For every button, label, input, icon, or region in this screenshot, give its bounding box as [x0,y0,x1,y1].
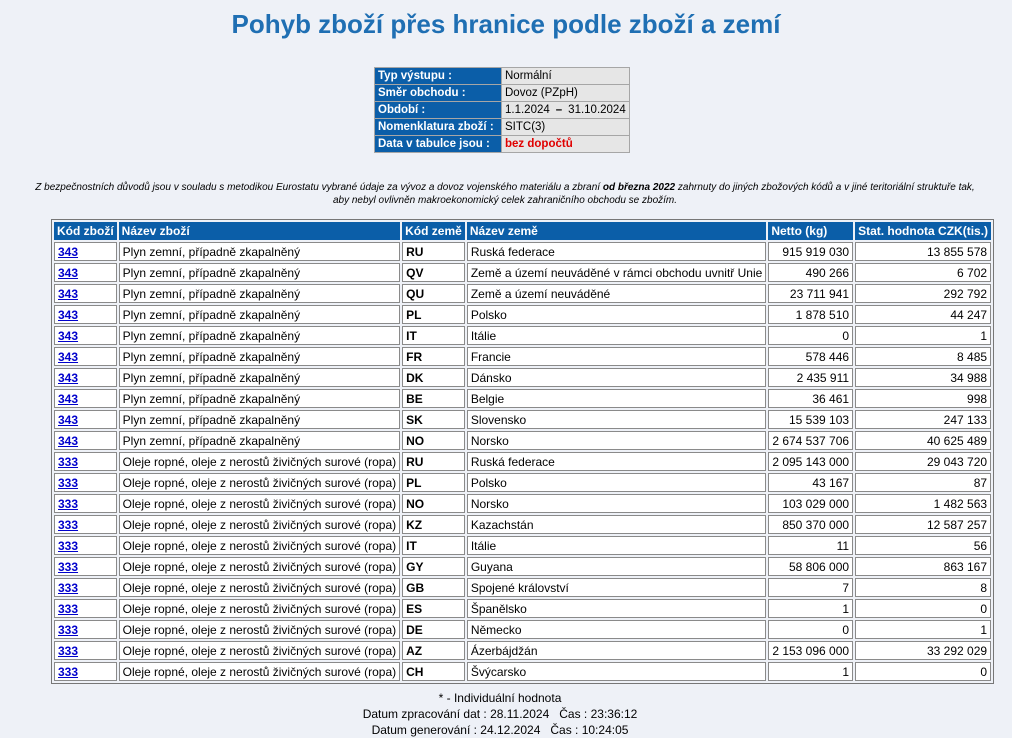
cell-country-code: QV [402,263,465,282]
cell-stat-value: 40 625 489 [855,431,991,450]
cell-goods-code [54,515,117,534]
cell-net-weight: 2 435 911 [768,368,853,387]
cell-net-weight: 2 674 537 706 [768,431,853,450]
cell-goods-name: Oleje ropné, oleje z nerostů živičných surové (ropa) [119,662,400,681]
param-row [375,136,630,153]
cell-country-code: NO [402,494,465,513]
cell-goods-code [54,473,117,492]
cell-country-code: PL [402,473,465,492]
cell-stat-value: 0 [855,599,991,618]
goods-code-link[interactable]: 343 [58,349,79,364]
cell-goods-code [54,578,117,597]
cell-country-code: IT [402,326,465,345]
header-country-code[interactable]: Kód země [402,222,465,240]
goods-code-link[interactable]: 343 [58,265,79,280]
cell-country-code: ES [402,599,465,618]
cell-net-weight: 1 [768,599,853,618]
table-row [54,578,991,597]
goods-code-link[interactable]: 333 [58,538,79,553]
cell-net-weight: 0 [768,620,853,639]
goods-code-link[interactable]: 343 [58,433,79,448]
cell-country-name: Dánsko [467,368,767,387]
goods-code-link[interactable]: 343 [58,391,79,406]
security-note [0,181,1012,207]
param-value-end: 31.10.2024 [568,104,626,116]
param-row [375,85,630,102]
cell-country-code: SK [402,410,465,429]
cell-country-code: IT [402,536,465,555]
cell-net-weight: 103 029 000 [768,494,853,513]
table-row [54,305,991,324]
cell-net-weight: 578 446 [768,347,853,366]
table-row [54,620,991,639]
cell-goods-name: Plyn zemní, případně zkapalněný [119,263,400,282]
cell-net-weight: 36 461 [768,389,853,408]
cell-stat-value: 33 292 029 [855,641,991,660]
cell-stat-value: 863 167 [855,557,991,576]
cell-net-weight: 1 [768,662,853,681]
table-row [54,641,991,660]
cell-country-name: Norsko [467,431,767,450]
table-row [54,431,991,450]
period-dash: – [555,104,563,116]
cell-country-name: Země a území neuváděné v rámci obchodu uvnitř Unie [467,263,767,282]
goods-code-link[interactable]: 333 [58,496,79,511]
param-value-text: Normální [505,70,552,82]
goods-code-link[interactable]: 333 [58,643,79,658]
param-value-text: bez dopočtů [505,138,573,150]
cell-goods-code [54,410,117,429]
goods-code-link[interactable]: 333 [58,517,79,532]
cell-country-name: Polsko [467,305,767,324]
cell-goods-name: Oleje ropné, oleje z nerostů živičných surové (ropa) [119,578,400,597]
param-row [375,68,630,85]
cell-goods-name: Oleje ropné, oleje z nerostů živičných surové (ropa) [119,536,400,555]
cell-country-name: Polsko [467,473,767,492]
table-row [54,515,991,534]
cell-goods-name: Plyn zemní, případně zkapalněný [119,368,400,387]
cell-net-weight: 2 153 096 000 [768,641,853,660]
cell-goods-name: Plyn zemní, případně zkapalněný [119,284,400,303]
cell-country-code: NO [402,431,465,450]
note-text-part2: zahrnuty do jiných zbožových kódů a v jiné teritoriální struktuře tak, [675,182,975,193]
param-value-text: SITC(3) [505,121,546,133]
goods-code-link[interactable]: 333 [58,622,79,637]
table-row [54,368,991,387]
cell-goods-name: Oleje ropné, oleje z nerostů živičných surové (ropa) [119,641,400,660]
page-title: Pohyb zboží přes hranice podle zboží a zemí [231,9,781,39]
cell-goods-name: Oleje ropné, oleje z nerostů živičných surové (ropa) [119,473,400,492]
cell-country-name: Itálie [467,326,767,345]
goods-code-link[interactable]: 333 [58,601,79,616]
param-label: Typ výstupu : [375,68,502,85]
cell-country-code: RU [402,452,465,471]
cell-country-code: BE [402,389,465,408]
table-row [54,662,991,681]
cell-goods-name: Oleje ropné, oleje z nerostů živičných surové (ropa) [119,620,400,639]
table-body [54,242,991,681]
cell-country-code: FR [402,347,465,366]
cell-goods-code [54,557,117,576]
table-row [54,494,991,513]
cell-net-weight: 23 711 941 [768,284,853,303]
cell-country-name: Norsko [467,494,767,513]
table-row [54,599,991,618]
cell-country-name: Ruská federace [467,242,767,261]
param-label: Období : [375,102,502,119]
param-value [502,68,630,85]
cell-country-name: Francie [467,347,767,366]
cell-stat-value: 1 [855,326,991,345]
cell-net-weight: 15 539 103 [768,410,853,429]
cell-net-weight: 58 806 000 [768,557,853,576]
cell-goods-code [54,284,117,303]
footer-legend: * - Individuální hodnota [438,691,562,705]
goods-code-link[interactable]: 333 [58,580,79,595]
param-value [502,136,630,153]
cell-country-name: Německo [467,620,767,639]
table-row [54,242,991,261]
cell-stat-value: 87 [855,473,991,492]
cell-country-code: DK [402,368,465,387]
note-bold-date: od března 2022 [602,182,676,193]
cell-net-weight: 7 [768,578,853,597]
cell-goods-name: Plyn zemní, případně zkapalněný [119,431,400,450]
cell-stat-value: 44 247 [855,305,991,324]
cell-country-name: Belgie [467,389,767,408]
cell-goods-code [54,494,117,513]
cell-stat-value: 8 [855,578,991,597]
cell-stat-value: 998 [855,389,991,408]
param-label: Data v tabulce jsou : [375,136,502,153]
cell-goods-name: Oleje ropné, oleje z nerostů živičných surové (ropa) [119,515,400,534]
cell-country-name: Ruská federace [467,452,767,471]
cell-goods-code [54,536,117,555]
cell-goods-name: Plyn zemní, případně zkapalněný [119,347,400,366]
cell-stat-value: 0 [855,662,991,681]
cell-goods-code [54,662,117,681]
cell-country-name: Španělsko [467,599,767,618]
goods-code-link[interactable]: 333 [58,475,79,490]
cell-country-name: Země a území neuváděné [467,284,767,303]
cell-net-weight: 0 [768,326,853,345]
note-text-part1: Z bezpečnostních důvodů jsou v souladu s metodikou Eurostatu vybrané údaje za vývoz a dovoz vojenského materiálu a zbraní [35,182,603,193]
cell-goods-code [54,326,117,345]
cell-goods-code [54,599,117,618]
goods-code-link[interactable]: 343 [58,244,79,259]
query-parameters [374,67,630,153]
header-stat-value[interactable]: Stat. hodnota CZK(tis.) [855,222,991,240]
param-value-text: Dovoz (PZpH) [505,87,578,99]
cell-goods-code [54,305,117,324]
param-label: Směr obchodu : [375,85,502,102]
cell-stat-value: 1 482 563 [855,494,991,513]
cell-goods-name: Oleje ropné, oleje z nerostů živičných surové (ropa) [119,452,400,471]
cell-goods-code [54,368,117,387]
cell-country-code: QU [402,284,465,303]
cell-country-code: CH [402,662,465,681]
cell-country-code: RU [402,242,465,261]
goods-code-link[interactable]: 343 [58,307,79,322]
cell-goods-name: Plyn zemní, případně zkapalněný [119,242,400,261]
param-value [502,119,630,136]
cell-net-weight: 2 095 143 000 [768,452,853,471]
goods-code-link[interactable]: 343 [58,370,79,385]
cell-country-code: AZ [402,641,465,660]
cell-stat-value: 1 [855,620,991,639]
cell-net-weight: 11 [768,536,853,555]
goods-code-link[interactable]: 333 [58,559,79,574]
param-row [375,102,630,119]
cell-goods-name: Plyn zemní, případně zkapalněný [119,305,400,324]
cell-stat-value: 13 855 578 [855,242,991,261]
table-row [54,389,991,408]
cell-goods-code [54,620,117,639]
goods-country-table [51,219,994,684]
cell-stat-value: 6 702 [855,263,991,282]
cell-stat-value: 292 792 [855,284,991,303]
table-row [54,452,991,471]
cell-country-code: DE [402,620,465,639]
cell-country-code: GB [402,578,465,597]
table-row [54,473,991,492]
cell-goods-code [54,452,117,471]
header-net-weight[interactable]: Netto (kg) [768,222,853,240]
param-label: Nomenklatura zboží : [375,119,502,136]
cell-country-name: Slovensko [467,410,767,429]
param-value-text: 1.1.2024 [505,104,550,116]
table-row [54,263,991,282]
cell-country-name: Ázerbájdžán [467,641,767,660]
table-row [54,410,991,429]
footer [0,690,1000,738]
cell-country-name: Guyana [467,557,767,576]
cell-stat-value: 29 043 720 [855,452,991,471]
footer-processed-date: Datum zpracování dat : 28.11.2024 Čas : 23:36:12 [362,707,638,721]
cell-country-name: Kazachstán [467,515,767,534]
cell-net-weight: 915 919 030 [768,242,853,261]
cell-stat-value: 56 [855,536,991,555]
cell-goods-name: Plyn zemní, případně zkapalněný [119,410,400,429]
param-value [502,85,630,102]
table-row [54,347,991,366]
header-country-name[interactable]: Název země [467,222,767,240]
table-row [54,326,991,345]
table-row [54,557,991,576]
cell-goods-name: Oleje ropné, oleje z nerostů živičných surové (ropa) [119,494,400,513]
cell-net-weight: 490 266 [768,263,853,282]
table-row [54,284,991,303]
goods-code-link[interactable]: 333 [58,454,79,469]
header-goods-name[interactable]: Název zboží [119,222,400,240]
cell-goods-code [54,431,117,450]
cell-goods-name: Plyn zemní, případně zkapalněný [119,389,400,408]
cell-country-code: PL [402,305,465,324]
cell-goods-name: Oleje ropné, oleje z nerostů živičných surové (ropa) [119,599,400,618]
note-text-line2: aby nebyl ovlivněn makroekonomický celek zahraničního obchodu se zbožím. [332,195,678,206]
goods-code-link[interactable]: 343 [58,286,79,301]
param-value [502,102,630,119]
cell-net-weight: 1 878 510 [768,305,853,324]
table-row [54,536,991,555]
cell-country-name: Švýcarsko [467,662,767,681]
header-goods-code[interactable]: Kód zboží [54,222,117,240]
cell-country-code: GY [402,557,465,576]
cell-country-name: Spojené království [467,578,767,597]
params-body [375,68,630,153]
cell-goods-name: Oleje ropné, oleje z nerostů živičných surové (ropa) [119,557,400,576]
cell-stat-value: 8 485 [855,347,991,366]
param-row [375,119,630,136]
cell-goods-code [54,641,117,660]
cell-country-name: Itálie [467,536,767,555]
cell-net-weight: 850 370 000 [768,515,853,534]
cell-country-code: KZ [402,515,465,534]
cell-goods-code [54,242,117,261]
cell-net-weight: 43 167 [768,473,853,492]
table-header-row [54,222,991,240]
cell-goods-code [54,263,117,282]
cell-goods-code [54,389,117,408]
cell-goods-code [54,347,117,366]
cell-stat-value: 34 988 [855,368,991,387]
cell-stat-value: 247 133 [855,410,991,429]
goods-code-link[interactable]: 343 [58,328,79,343]
cell-goods-name: Plyn zemní, případně zkapalněný [119,326,400,345]
cell-stat-value: 12 587 257 [855,515,991,534]
footer-generated-date: Datum generování : 24.12.2024 Čas : 10:24:05 [371,723,629,737]
goods-code-link[interactable]: 333 [58,664,79,679]
goods-code-link[interactable]: 343 [58,412,79,427]
